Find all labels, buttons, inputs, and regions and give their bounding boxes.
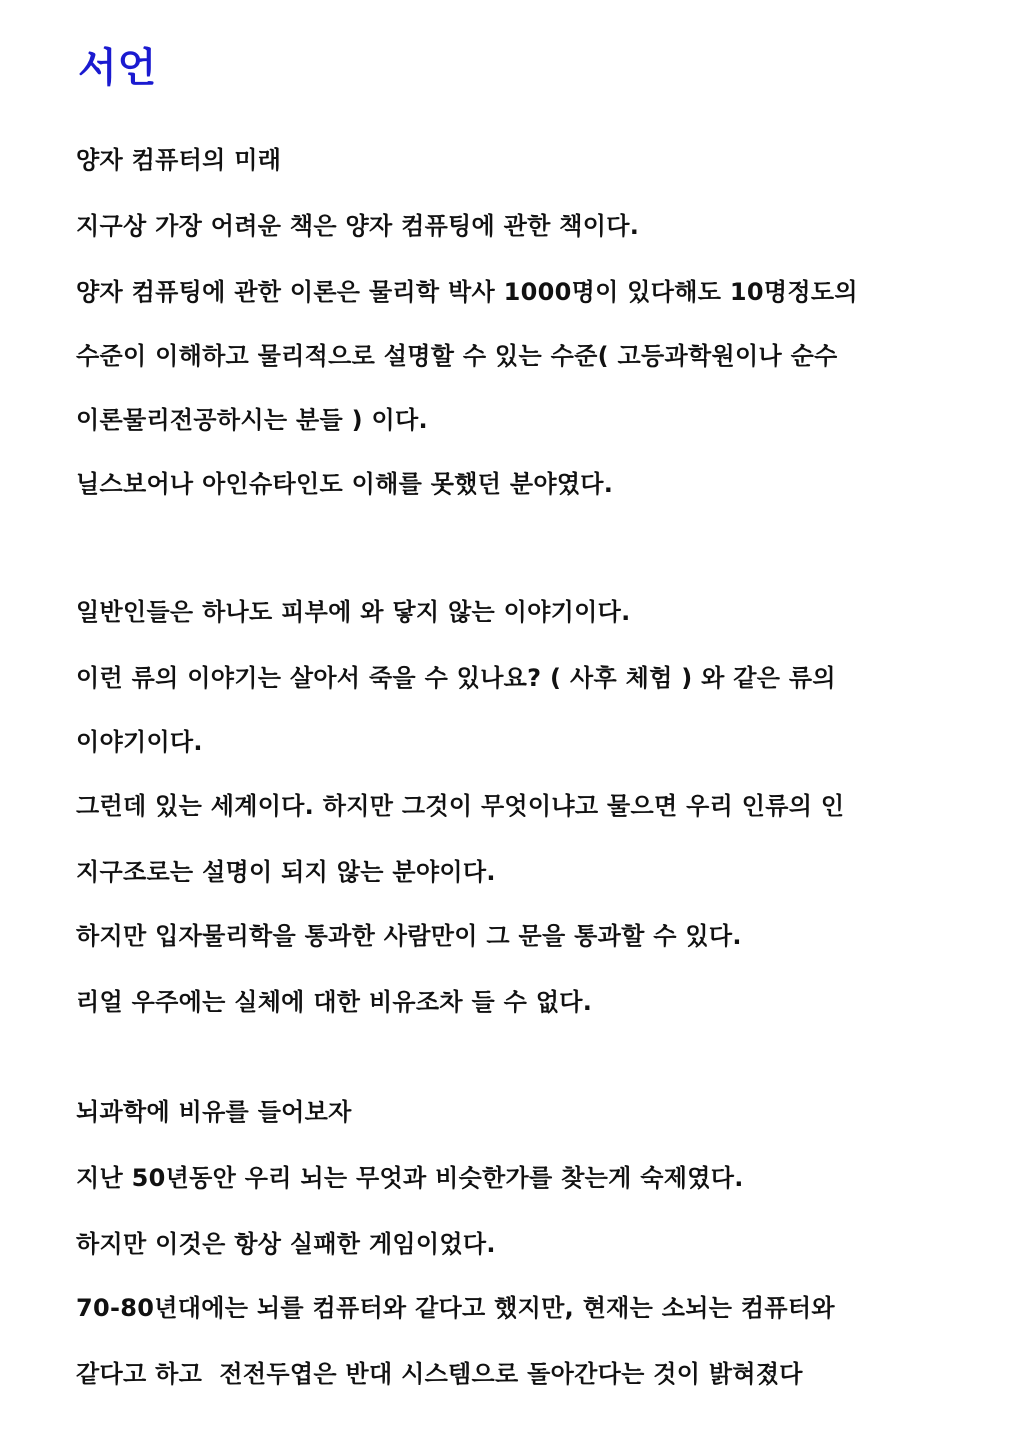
subtitle-quantum-future: 양자 컴퓨터의 미래 [76,146,282,174]
text-line: 그런데 있는 세계이다. 하지만 그것이 무엇이냐고 물으면 우리 인류의 인 [76,792,845,820]
text-line: 리얼 우주에는 실체에 대한 비유조차 들 수 없다. [76,988,593,1016]
text-line: 이야기이다. [76,728,203,756]
text-line: 70-80년대에는 뇌를 컴퓨터와 같다고 했지만, 현재는 소뇌는 컴퓨터와 [76,1294,835,1322]
text-line: 이론물리전공하시는 분들 ) 이다. [76,406,428,434]
text-line: 수준이 이해하고 물리적으로 설명할 수 있는 수준( 고등과학원이나 순수 [76,342,838,370]
text-line: 지구상 가장 어려운 책은 양자 컴퓨팅에 관한 책이다. [76,212,640,240]
page-title: 서언 [78,45,158,91]
text-line: 지구조로는 설명이 되지 않는 분야이다. [76,858,496,886]
text-line: 하지만 이것은 항상 실패한 게임이었다. [76,1230,496,1258]
text-line: 양자 컴퓨팅에 관한 이론은 물리학 박사 1000명이 있다해도 10명정도의 [76,278,858,306]
text-line: 지난 50년동안 우리 뇌는 무엇과 비슷한가를 찾는게 숙제였다. [76,1164,744,1192]
text-line: 일반인들은 하나도 피부에 와 닿지 않는 이야기이다. [76,598,631,626]
text-line: 이런 류의 이야기는 살아서 죽을 수 있나요? ( 사후 체험 ) 와 같은 류의 [76,664,836,692]
text-line: 같다고 하고 전전두엽은 반대 시스템으로 돌아간다는 것이 밝혀졌다 [76,1360,803,1388]
text-line: 닐스보어나 아인슈타인도 이해를 못했던 분야였다. [76,470,614,498]
text-line: 하지만 입자물리학을 통과한 사람만이 그 문을 통과할 수 있다. [76,922,742,950]
subtitle-brain-science: 뇌과학에 비유를 들어보자 [76,1098,352,1126]
